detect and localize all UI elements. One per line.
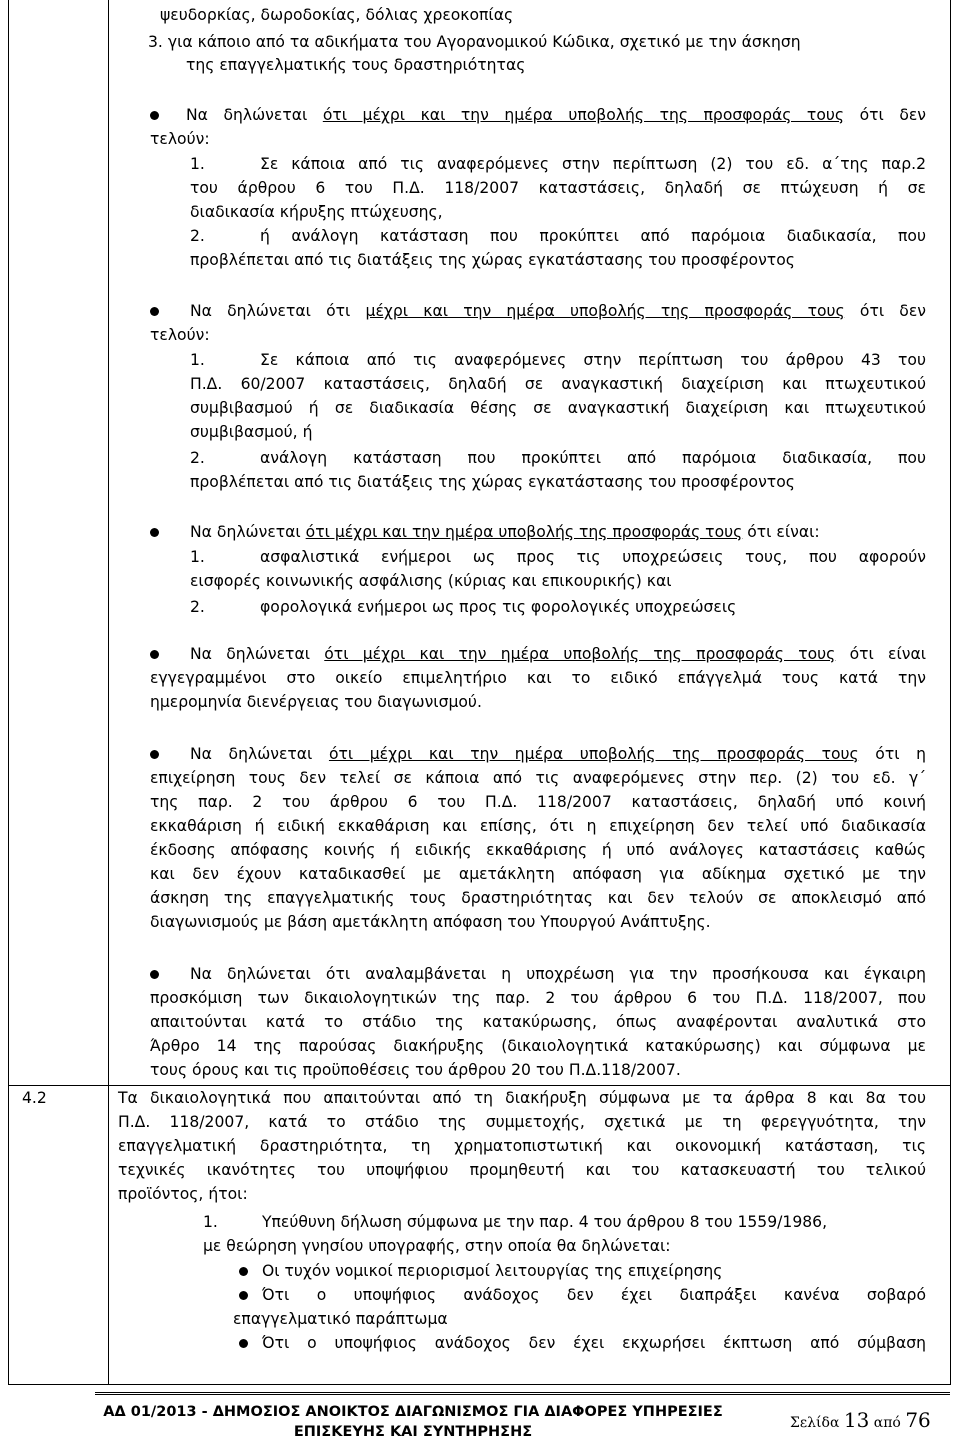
text-line: άσκηση της επαγγελματικής τους δραστηριότητας και δεν τελούν σε αποκλεισμό από	[150, 889, 926, 907]
text-line: Σε κάποια από τις αναφερόμενες στην περίπτωση (2) του εδ. α΄της παρ.2	[260, 155, 926, 173]
text-line: του άρθρου 6 του Π.Δ. 118/2007 καταστάσεις, δηλαδή σε πτώχευση ή σε	[190, 179, 926, 197]
text-line: ημερομηνία διενέργειας του διαγωνισμού.	[150, 693, 482, 711]
text-line: συμβιβασμού, ή	[190, 423, 313, 441]
paragraph-line: Να δηλώνεται ότι μέχρι και την ημέρα υποβολής της προσφοράς τους ότι δεν	[186, 106, 926, 124]
text-line: Υπεύθυνη δήλωση σύμφωνα με την παρ. 4 του άρθρου 8 του 1559/1986,	[262, 1213, 828, 1231]
column-divider	[108, 0, 109, 1384]
paragraph-line: Να δηλώνεται ότι μέχρι και την ημέρα υποβολής της προσφοράς τους ότι είναι:	[190, 523, 820, 541]
list-number: 2.	[190, 449, 205, 467]
text-line: Σε κάποια από τις αναφερόμενες στην περίπτωση του άρθρου 43 του	[260, 351, 926, 369]
list-number: 2.	[190, 598, 205, 616]
bullet-icon	[150, 528, 159, 537]
text-line: Τα δικαιολογητικά που απαιτούνται από τη διακήρυξη σύμφωνα με τα άρθρα 8 και 8α του	[118, 1089, 926, 1107]
text-line: διαγωνισμούς με βάση αμετάκλητη απόφαση του Υπουργού Ανάπτυξης.	[150, 913, 711, 931]
page-current: 13	[843, 1408, 870, 1432]
text-line: προβλέπεται από τις διατάξεις της χώρας εγκατάστασης του προσφέροντος	[190, 473, 795, 491]
text-line: Π.Δ. 60/2007 καταστάσεις, δηλαδή σε αναγκαστική διαχείριση και πτωχευτικού	[190, 375, 926, 393]
text-line: έκδοσης απόφασης κοινής ή ειδικής εκκαθάρισης ή υπό ανάλογες καταστάσεις καθώς	[150, 841, 926, 859]
paragraph-line: Να δηλώνεται ότι μέχρι και την ημέρα υποβολής της προσφοράς τους ότι είναι	[190, 645, 927, 663]
text-line: 3. για κάποιο από τα αδικήματα του Αγορανομικού Κώδικα, σχετικό με την άσκηση	[148, 33, 801, 51]
text-line: της παρ. 2 του άρθρου 6 του Π.Δ. 118/2007 καταστάσεις, δηλαδή υπό κοινή	[150, 793, 926, 811]
text-line: Άρθρο 14 της παρούσας διακήρυξης (δικαιολογητικά κατακύρωσης) και σύμφωνα με	[150, 1037, 926, 1055]
text-line: της επαγγελματικής τους δραστηριότητας	[186, 56, 526, 74]
page-label: Σελίδα	[790, 1415, 840, 1431]
text-line: εισφορές κοινωνικής ασφάλισης (κύριας και επικουρικής) και	[190, 572, 672, 590]
paragraph-line: Να δηλώνεται ότι μέχρι και την ημέρα υποβολής της προσφοράς τους ότι η	[190, 745, 926, 763]
list-number: 1.	[190, 548, 205, 566]
bullet-icon	[150, 750, 159, 759]
page-total: 76	[905, 1408, 931, 1432]
text-line: προβλέπεται από τις διατάξεις της χώρας εγκατάστασης του προσφέροντος	[190, 251, 795, 269]
text-line: ασφαλιστικά ενήμεροι ως προς τις υποχρεώσεις τους, που αφορούν	[260, 548, 926, 566]
list-number: 2.	[190, 227, 205, 245]
footer-rule	[95, 1392, 950, 1395]
text-line: τελούν:	[150, 326, 210, 344]
footer-title	[58, 1402, 768, 1442]
bullet-icon	[150, 970, 159, 979]
text-line: τους όρους και τις προϋποθέσεις του άρθρου 20 του Π.Δ.118/2007.	[150, 1061, 681, 1079]
list-number: 1.	[190, 351, 205, 369]
text-line: Οι τυχόν νομικοί περιορισμοί λειτουργίας της επιχείρησης	[262, 1262, 723, 1280]
list-number: 1.	[190, 155, 205, 173]
text-line: και δεν έχουν καταδικασθεί με αμετάκλητη απόφαση για αδίκημα σχετικό με την	[150, 865, 926, 883]
text-line: επαγγελματική δραστηριότητα, τη χρηματοπιστωτική και οικονομική κατάσταση, τις	[118, 1137, 926, 1155]
bullet-icon	[239, 1291, 248, 1300]
bullet-icon	[150, 111, 159, 120]
text-line: εκκαθάριση ή ειδική εκκαθάριση και επίσης, ότι η επιχείρηση δεν τελεί υπό διαδικασία	[150, 817, 926, 835]
text-line: επαγγελματικό παράπτωμα	[233, 1310, 448, 1328]
bullet-icon	[150, 307, 159, 316]
section-number: 4.2	[22, 1089, 47, 1107]
list-number: 1.	[203, 1213, 218, 1231]
text-line: τελούν:	[150, 130, 210, 148]
text-line: προϊόντος, ήτοι:	[118, 1185, 248, 1203]
footer-title-line: ΕΠΙΣΚΕΥΗΣ ΚΑΙ ΣΥΝΤΗΡΗΣΗΣ	[293, 1424, 533, 1440]
text-line: διαδικασία κήρυξης πτώχευσης,	[190, 203, 443, 221]
text-line: ανάλογη κατάσταση που προκύπτει από παρόμοια διαδικασία, που	[260, 449, 926, 467]
text-line: ή ανάλογη κατάσταση που προκύπτει από παρόμοια διαδικασία, που	[260, 227, 926, 245]
text-line: φορολογικά ενήμεροι ως προς τις φορολογικές υποχρεώσεις	[260, 598, 737, 616]
text-line: Να δηλώνεται ότι αναλαμβάνεται η υποχρέωση για την προσήκουσα και έγκαιρη	[190, 965, 926, 983]
text-line: εγγεγραμμένοι στο οικείο επιμελητήριο και το ειδικό επάγγελμά τους κατά την	[150, 669, 926, 687]
text-line: Π.Δ. 118/2007, κατά το στάδιο της συμμετοχής, σχετικά με τη φερεγγυότητα, την	[118, 1113, 926, 1131]
footer-title-line: ΑΔ 01/2013 - ΔΗΜΟΣΙΟΣ ΑΝΟΙΚΤΟΣ ΔΙΑΓΩΝΙΣΜΟΣ ΓΙΑ ΔΙΑΦΟΡΕΣ ΥΠΗΡΕΣΙΕΣ	[103, 1404, 723, 1420]
page-number	[790, 1410, 931, 1433]
text-line: επιχείρηση τους δεν τελεί σε κάποια από τις αναφερόμενες στην περ. (2) του εδ. γ΄	[150, 769, 926, 787]
page-of: από	[873, 1415, 901, 1431]
text-line: Ότι ο υποψήφιος ανάδοχος δεν έχει διαπράξει κανένα σοβαρό	[262, 1286, 926, 1304]
bullet-icon	[150, 650, 159, 659]
text-line: προσκόμιση των δικαιολογητικών της παρ. 2 του άρθρου 6 του Π.Δ. 118/2007, που	[150, 989, 926, 1007]
bullet-icon	[239, 1267, 248, 1276]
bullet-icon	[239, 1339, 248, 1348]
paragraph-line: Να δηλώνεται ότι μέχρι και την ημέρα υποβολής της προσφοράς τους ότι δεν	[190, 302, 926, 320]
text-line: απαιτούνται κατά το στάδιο της κατακύρωσης, όπως αναφέρονται αναλυτικά στο	[150, 1013, 926, 1031]
text-line: με θεώρηση γνησίου υπογραφής, στην οποία θα δηλώνεται:	[203, 1237, 671, 1255]
text-line: συμβιβασμού ή σε διαδικασία θέσης σε αναγκαστική διαχείριση και πτωχευτικού	[190, 399, 926, 417]
text-line: Ότι ο υποψήφιος ανάδοχος δεν έχει εκχωρήσει έκπτωση από σύμβαση	[262, 1334, 926, 1352]
text-line: ψευδορκίας, δωροδοκίας, δόλιας χρεοκοπίας	[160, 6, 514, 24]
text-line: τεχνικές ικανότητες του υποψήφιου προμηθευτή και του κατασκευαστή του τελικού	[118, 1161, 926, 1179]
